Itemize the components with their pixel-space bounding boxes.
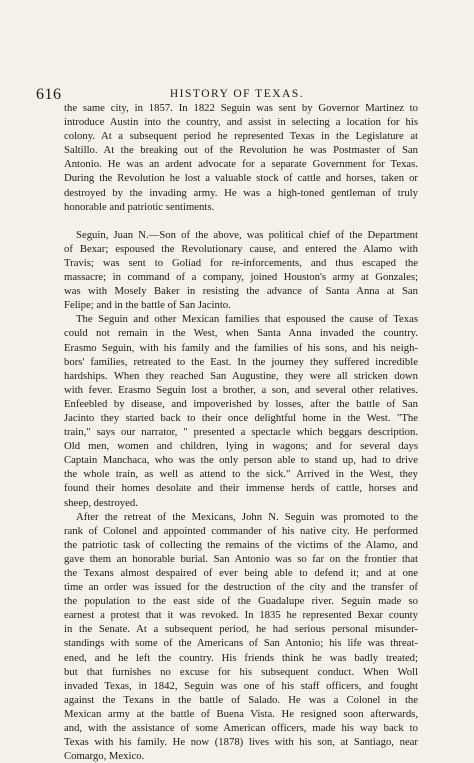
text-line: Texas with his family. He now (1878) lives with his son, at Santiago, near — [64, 736, 418, 749]
text-line: colony. At a subsequent period he represented Texas in the Legislature at — [64, 130, 418, 143]
text-line: the patriotic task of collecting the remains of the victims of the Alamo, and — [64, 538, 418, 551]
text-line: in the Senate. At a subsequent period, he had serious personal misunder- — [64, 623, 418, 636]
text-line: against the Texans in the battle of Salado. He was a Colonel in the — [64, 693, 418, 706]
text-line: rank of Colonel and appointed commander of his native city. He performed — [64, 524, 418, 537]
text-line: gave them an honorable burial. San Antonio was so far on the frontier that — [64, 552, 418, 565]
page-number: 616 — [36, 86, 62, 103]
text-line: sheep, destroyed. — [64, 496, 138, 509]
text-line: invaded Texas, in 1842, Seguin was one of his staff officers, and fought — [64, 679, 418, 692]
text-line: the Texans almost despaired of ever being able to defend it; and at one — [64, 567, 418, 579]
paragraph-3 — [64, 312, 418, 509]
text-line: but that furnishes no excuse for his subsequent conduct. When Woll — [64, 665, 418, 678]
text-line: Erasmo Seguin, with his family and the families of his sons, and his neigh- — [64, 341, 418, 354]
text-line: could not remain in the West, when Santa Anna invaded the country. — [64, 327, 418, 340]
text-line: introduce Austin into the country, and assist in selecting a location for his — [64, 116, 418, 129]
text-line: Comargo, Mexico. — [64, 750, 145, 763]
text-line: was with Mosely Baker in resisting the advance of Santa Anna at San — [64, 285, 418, 298]
text-line: Old men, women and children, lying in wagons; and for several days — [64, 440, 418, 453]
page-body — [64, 101, 418, 763]
text-line: time an order was issued for the destruction of the city and the transfer of — [64, 581, 418, 594]
text-line: Saltillo. At the breaking out of the Revolution he was Postmaster of San — [64, 144, 418, 157]
text-line: Captain Manchaca, who was the only person able to stand up, had to drive — [64, 454, 418, 467]
text-line: the population to the east side of the Guadalupe river. Seguin made so — [64, 595, 418, 608]
paragraph-4 — [64, 510, 418, 763]
text-line: honorable and patriotic sentiments. — [64, 200, 215, 213]
text-line: and, with the assistance of some American officers, made his way back to — [64, 722, 418, 735]
text-line: ened, and he left the country. His friends think he was badly treated; — [64, 651, 418, 664]
text-line: of Bexar; espoused the Revolutionary cause, and entered the Alamo with — [64, 242, 418, 255]
paragraph-1 — [64, 101, 418, 214]
text-line: train," says our narrator, " presented a spectacle which beggars description. — [64, 426, 418, 439]
text-line: Antonio. He was an ardent advocate for a separate Government for Texas. — [64, 158, 418, 171]
text-line: Travis; was sent to Goliad for re-inforcements, and thus escaped the — [64, 256, 418, 269]
text-line: Seguin, Juan N.—Son of the above, was political chief of the Department — [76, 228, 418, 241]
text-line: the same city, in 1857. In 1822 Seguin was sent by Governor Martinez to — [64, 102, 418, 114]
text-line: After the retreat of the Mexicans, John N. Seguin was promoted to the — [76, 510, 418, 523]
paragraph-2 — [64, 228, 418, 313]
text-line: standings with some of the Americans of San Antonio; his life was threat- — [64, 637, 418, 650]
text-line: The Seguin and other Mexican families that espoused the cause of Texas — [76, 313, 418, 326]
text-line: found their homes desolate and their immense herds of cattle, horses and — [64, 482, 418, 495]
text-line: Jacinto they started back to their once delightful home in the West. "The — [64, 411, 418, 424]
text-line: with fever. Erasmo Seguin lost a brother, a son, and several other relatives. — [64, 383, 418, 396]
text-line: earnest a protest that it was revoked. In 1835 he represented Bexar county — [64, 609, 418, 622]
paragraph-gap — [64, 214, 418, 228]
text-line: Mexican army at the battle of Buena Vista. He resigned soon afterwards, — [64, 707, 418, 720]
text-line: During the Revolution he lost a valuable stock of cattle and horses, taken or — [64, 172, 418, 185]
text-line: bors' families, retreated to the East. In the journey they suffered incredible — [64, 355, 418, 368]
text-line: Felipe; and in the battle of San Jacinto. — [64, 299, 231, 312]
text-line: destroyed by the invading army. He was a high-toned gentleman of truly — [64, 186, 418, 199]
text-line: the whole train, as well as attend to the sick." Arrived in the West, they — [64, 468, 418, 481]
text-line: hardships. When they reached San Augustine, they were all stricken down — [64, 369, 418, 382]
running-head: HISTORY OF TEXAS. — [169, 88, 305, 100]
text-line: Enfeebled by disease, and impoverished by losses, after the battle of San — [64, 397, 418, 410]
text-line: massacre; in command of a company, joined Houston's army at Gonzales; — [64, 271, 418, 284]
